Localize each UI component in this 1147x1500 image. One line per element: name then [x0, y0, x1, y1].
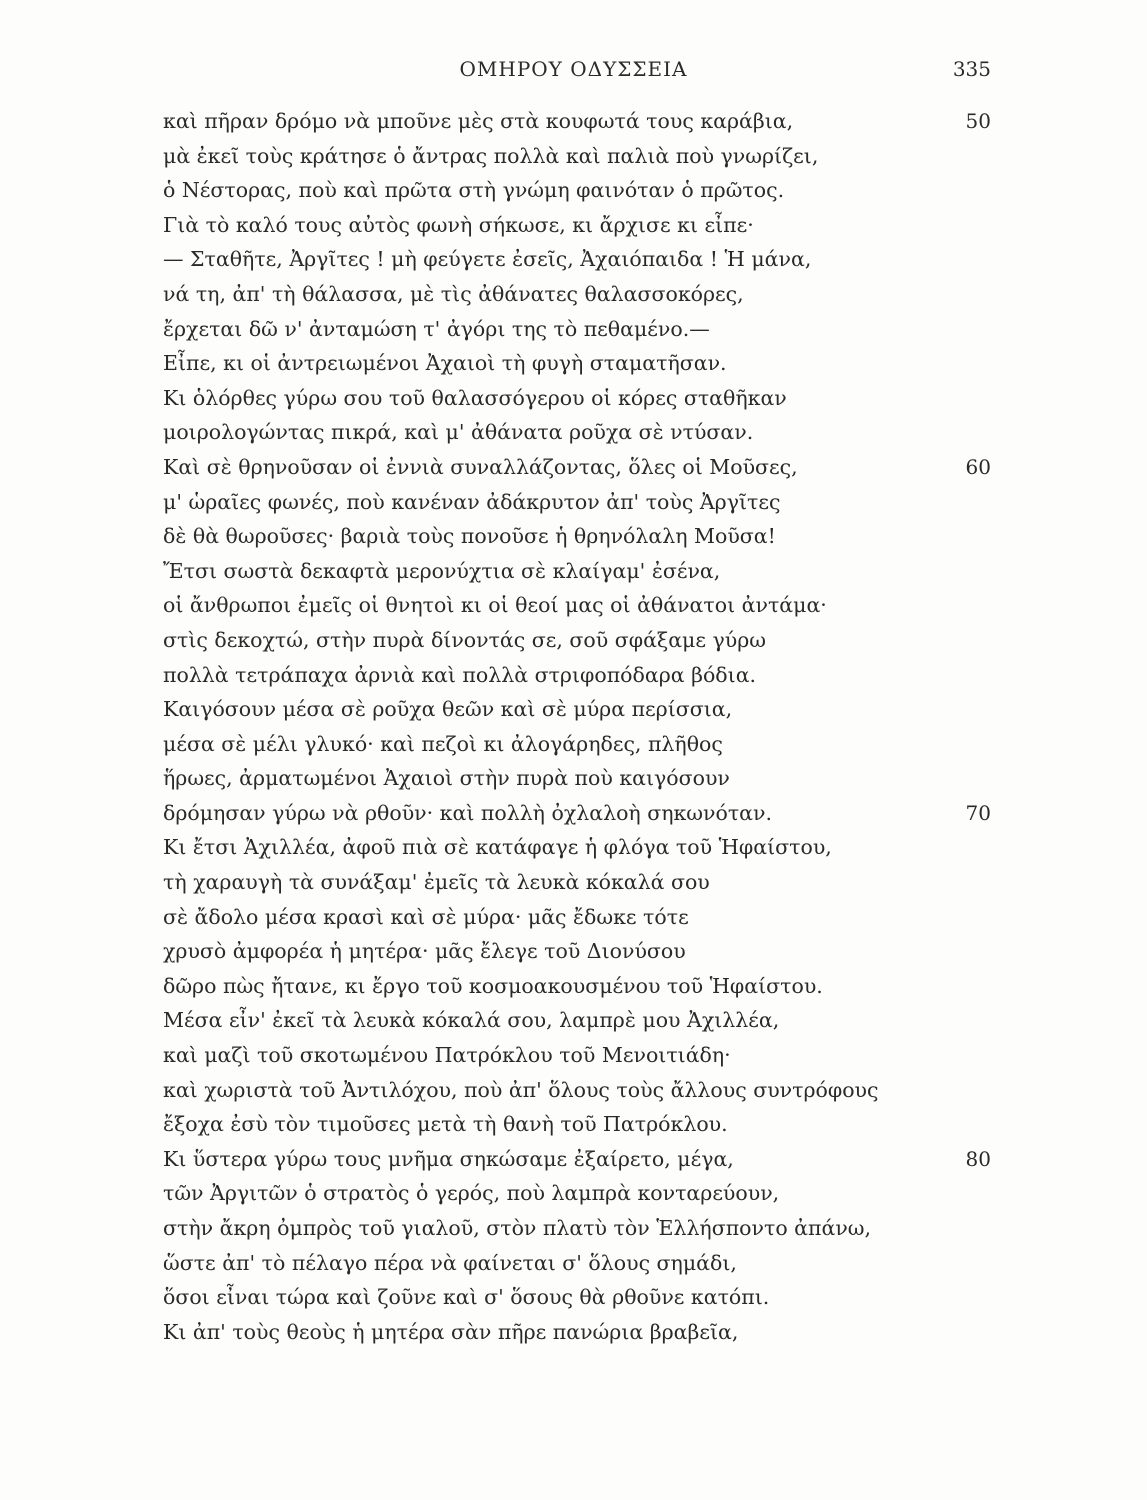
verse-line [163, 173, 1003, 208]
verse-line [163, 1107, 1003, 1142]
verse-text: μὰ ἐκεῖ τοὺς κράτησε ὁ ἄντρας πολλὰ καὶ παλιὰ ποὺ γνωρίζει, [163, 143, 819, 168]
verse-text: καὶ μαζὶ τοῦ σκοτωμένου Πατρόκλου τοῦ Μενοιτιάδη· [163, 1043, 731, 1068]
verse-text: οἱ ἄνθρωποι ἐμεῖς οἱ θνητοὶ κι οἱ θεοί μας οἱ ἀθάνατοι ἀντάμα· [163, 593, 827, 618]
verse-line [163, 104, 1003, 139]
verse-text: καὶ πῆραν δρόμο νὰ μποῦνε μὲς στὰ κουφωτά τους καράβια, [163, 109, 794, 133]
running-header [0, 54, 1147, 84]
verse-text: δρόμησαν γύρω νὰ ρθοῦν· καὶ πολλὴ ὀχλαλοὴ σηκωνόταν. [163, 800, 772, 825]
verse-line [163, 208, 1003, 243]
verse-text: νά τη, ἀπ' τὴ θάλασσα, μὲ τὶς ἀθάνατες θαλασσοκόρες, [163, 281, 744, 306]
verse-text: μοιρολογώντας πικρά, καὶ μ' ἀθάνατα ροῦχα σὲ ντύσαν. [163, 420, 754, 445]
running-title: ΟΜΗΡΟΥ ΟΔΥΣΣΕΙΑ [459, 57, 688, 81]
verse-text: ἔξοχα ἐσὺ τὸν τιμοῦσες μετὰ τὴ θανὴ τοῦ Πατρόκλου. [163, 1112, 728, 1137]
verse-text: καὶ χωριστὰ τοῦ Ἀντιλόχου, ποὺ ἀπ' ὅλους τοὺς ἄλλους συντρόφους [163, 1077, 879, 1102]
verse-line [163, 1315, 1003, 1350]
verse-line [163, 692, 1003, 727]
verse-text: μέσα σὲ μέλι γλυκό· καὶ πεζοὶ κι ἀλογάρηδες, πλῆθος [163, 731, 723, 756]
verse-text: πολλὰ τετράπαχα ἀρνιὰ καὶ πολλὰ στριφοπόδαρα βόδια. [163, 662, 757, 687]
verse-line [163, 450, 1003, 485]
verse-line [163, 139, 1003, 174]
verse-text: Κι ὕστερα γύρω τους μνῆμα σηκώσαμε ἐξαίρετο, μέγα, [163, 1146, 734, 1171]
verse-line [163, 658, 1003, 693]
verse-block [163, 104, 1003, 1349]
verse-text: στὶς δεκοχτώ, στὴν πυρὰ δίνοντάς σε, σοῦ σφάξαμε γύρω [163, 627, 766, 652]
verse-text: ὥστε ἀπ' τὸ πέλαγο πέρα νὰ φαίνεται σ' ὅλους σημάδι, [163, 1250, 737, 1275]
verse-line [163, 312, 1003, 347]
verse-line [163, 969, 1003, 1004]
page-number: 335 [952, 57, 991, 81]
verse-line [163, 934, 1003, 969]
verse-line [163, 519, 1003, 554]
verse-line [163, 796, 1003, 831]
verse-line [163, 761, 1003, 796]
verse-line [163, 554, 1003, 589]
verse-text: Καὶ σὲ θρηνοῦσαν οἱ ἐννιὰ συναλλάζοντας, ὅλες οἱ Μοῦσες, [163, 454, 798, 479]
line-number: 60 [965, 454, 991, 479]
line-number: 50 [965, 109, 991, 133]
verse-text: δὲ θὰ θωροῦσες· βαριὰ τοὺς πονοῦσε ἡ θρηνόλαλη Μοῦσα! [163, 524, 776, 549]
verse-text: Γιὰ τὸ καλό τους αὐτὸς φωνὴ σήκωσε, κι ἄρχισε κι εἶπε· [163, 212, 754, 237]
verse-line [163, 1246, 1003, 1281]
verse-line [163, 1003, 1003, 1038]
verse-text: ἔρχεται δῶ ν' ἀνταμώση τ' ἀγόρι της τὸ πεθαμένο.— [163, 316, 710, 341]
verse-text: Καιγόσουν μέσα σὲ ροῦχα θεῶν καὶ σὲ μύρα περίσσια, [163, 697, 733, 722]
verse-text: — Σταθῆτε, Ἀργῖτες ! μὴ φεύγετε ἐσεῖς, Ἀχαιόπαιδα ! Ἡ μάνα, [163, 247, 812, 272]
verse-line [163, 1176, 1003, 1211]
verse-text: Μέσα εἶν' ἐκεῖ τὰ λευκὰ κόκαλά σου, λαμπρὲ μου Ἀχιλλέα, [163, 1008, 780, 1033]
verse-line [163, 1280, 1003, 1315]
verse-line [163, 727, 1003, 762]
verse-text: μ' ὡραῖες φωνές, ποὺ κανέναν ἀδάκρυτον ἀπ' τοὺς Ἀργῖτες [163, 489, 781, 514]
verse-text: τὴ χαραυγὴ τὰ συνάξαμ' ἐμεῖς τὰ λευκὰ κόκαλά σου [163, 870, 710, 895]
verse-line [163, 1038, 1003, 1073]
verse-line [163, 623, 1003, 658]
verse-text: ὅσοι εἶναι τώρα καὶ ζοῦνε καὶ σ' ὅσους θὰ ρθοῦνε κατόπι. [163, 1285, 770, 1310]
verse-line [163, 900, 1003, 935]
verse-text: τῶν Ἀργιτῶν ὁ στρατὸς ὁ γερός, ποὺ λαμπρὰ κονταρεύουν, [163, 1181, 780, 1206]
verse-text: Κι ἔτσι Ἀχιλλέα, ἀφοῦ πιὰ σὲ κατάφαγε ἡ φλόγα τοῦ Ἡφαίστου, [163, 835, 832, 860]
verse-text: Κι ἀπ' τοὺς θεοὺς ἡ μητέρα σὰν πῆρε πανώρια βραβεῖα, [163, 1319, 739, 1344]
verse-line [163, 1211, 1003, 1246]
verse-line [163, 588, 1003, 623]
line-number: 80 [965, 1146, 991, 1171]
verse-line [163, 381, 1003, 416]
verse-text: Ἔτσι σωστὰ δεκαφτὰ μερονύχτια σὲ κλαίγαμ' ἐσένα, [163, 558, 721, 583]
verse-text: ὁ Νέστορας, ποὺ καὶ πρῶτα στὴ γνώμη φαινόταν ὁ πρῶτος. [163, 178, 785, 203]
verse-line [163, 485, 1003, 520]
line-number: 70 [965, 800, 991, 825]
verse-line [163, 242, 1003, 277]
verse-line [163, 346, 1003, 381]
verse-line [163, 1142, 1003, 1177]
verse-text: Εἶπε, κι οἱ ἀντρειωμένοι Ἀχαιοὶ τὴ φυγὴ σταματῆσαν. [163, 351, 727, 376]
verse-text: Κι ὁλόρθες γύρω σου τοῦ θαλασσόγερου οἱ κόρες σταθῆκαν [163, 385, 787, 410]
verse-line [163, 1073, 1003, 1108]
verse-line [163, 865, 1003, 900]
verse-line [163, 415, 1003, 450]
verse-text: στὴν ἄκρη ὀμπρὸς τοῦ γιαλοῦ, στὸν πλατὺ τὸν Ἑλλήσποντο ἀπάνω, [163, 1216, 872, 1240]
verse-text: χρυσὸ ἀμφορέα ἡ μητέρα· μᾶς ἔλεγε τοῦ Διονύσου [163, 939, 686, 964]
verse-text: σὲ ἄδολο μέσα κρασὶ καὶ σὲ μύρα· μᾶς ἔδωκε τότε [163, 904, 689, 929]
verse-text: δῶρο πὼς ἤτανε, κι ἔργο τοῦ κοσμοακουσμένου τοῦ Ἡφαίστου. [163, 973, 823, 998]
verse-text: ἥρωες, ἀρματωμένοι Ἀχαιοὶ στὴν πυρὰ ποὺ καιγόσουν [163, 766, 730, 791]
verse-line [163, 277, 1003, 312]
verse-line [163, 830, 1003, 865]
